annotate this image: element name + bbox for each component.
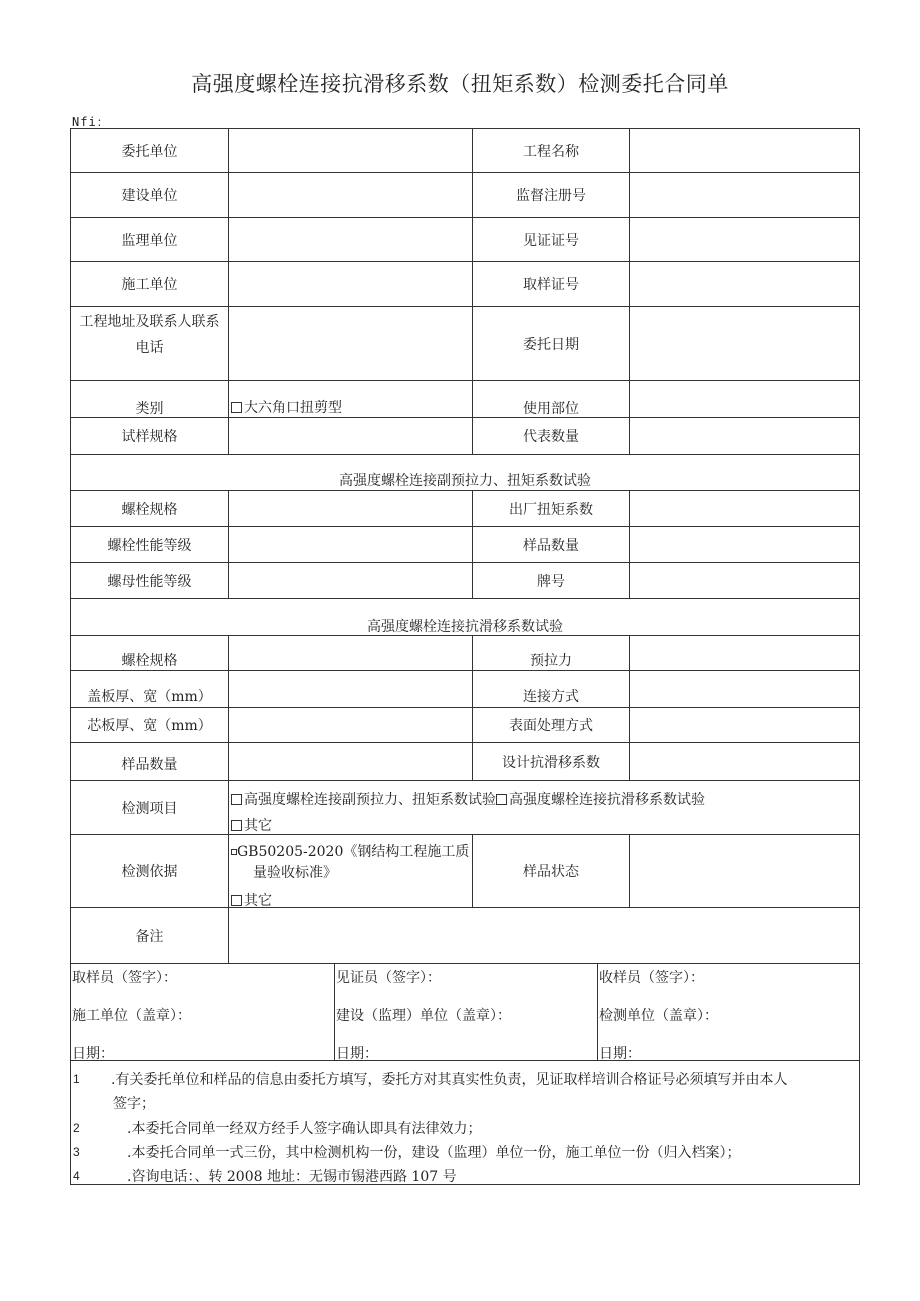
project-name-field[interactable] xyxy=(630,128,860,173)
design-slip-coefficient-field[interactable] xyxy=(630,743,860,781)
client-unit-label: 委托单位 xyxy=(70,128,229,173)
category-option[interactable]: 大六角口扭剪型 xyxy=(231,397,342,417)
supervision-unit-seal[interactable]: 建设（监理）单位（盖章）： xyxy=(336,1008,511,1024)
connection-type-label: 连接方式 xyxy=(473,671,630,708)
signature-column-receiver xyxy=(598,963,860,1061)
surface-treatment-field[interactable] xyxy=(630,708,860,743)
document-title: 高强度螺栓连接抗滑移系数（扭矩系数）检测委托合同单 xyxy=(191,72,729,96)
sample-state-label: 样品状态 xyxy=(473,835,630,908)
slip-sample-qty-field[interactable] xyxy=(229,743,473,781)
bolt-grade-label: 螺栓性能等级 xyxy=(70,527,229,563)
note-text: .咨询电话：、转 2008 地址：无锡市锡港西路 107 号 xyxy=(127,1169,457,1185)
address-contact-label xyxy=(70,307,229,381)
construction-owner-field[interactable] xyxy=(229,173,473,218)
supervisor-unit-field[interactable] xyxy=(229,218,473,262)
contractor-unit-label: 施工单位 xyxy=(70,262,229,307)
slip-sample-qty-label: 样品数量 xyxy=(70,743,229,781)
checkbox-icon[interactable] xyxy=(231,820,242,831)
cover-plate-label: 盖板厚、宽（mm） xyxy=(70,671,229,708)
sampling-cert-field[interactable] xyxy=(630,262,860,307)
signature-column-witness xyxy=(335,963,598,1061)
receiver-date[interactable]: 日期： xyxy=(599,1046,641,1062)
bolt-grade-field[interactable] xyxy=(229,527,473,563)
checkbox-icon[interactable] xyxy=(496,794,507,805)
receiver-signature[interactable]: 收样员（签字）： xyxy=(599,970,704,986)
slip-bolt-spec-field[interactable] xyxy=(229,636,473,671)
test-item-preload-torque[interactable]: 高强度螺栓连接副预拉力、扭矩系数试验 xyxy=(244,792,496,808)
specimen-spec-label: 试样规格 xyxy=(70,418,229,455)
brand-label: 牌号 xyxy=(473,563,630,599)
test-basis-field xyxy=(229,835,473,908)
factory-torque-coefficient-field[interactable] xyxy=(630,491,860,527)
signature-column-sampler xyxy=(71,963,335,1061)
connection-type-field[interactable] xyxy=(630,671,860,708)
basis-other-option[interactable]: 其它 xyxy=(231,890,272,910)
note-text: .有关委托单位和样品的信息由委托方填写，委托方对其真实性负责，见证取样培训合格证号必须填写并由本人 xyxy=(111,1072,788,1088)
contractor-unit-field[interactable] xyxy=(229,262,473,307)
sample-qty-label: 样品数量 xyxy=(473,527,630,563)
cover-plate-field[interactable] xyxy=(229,671,473,708)
core-plate-label: 芯板厚、宽（mm） xyxy=(70,708,229,743)
notes-block xyxy=(70,1061,860,1185)
preload-label: 预拉力 xyxy=(473,636,630,671)
note-number: 2 xyxy=(73,1121,80,1135)
checkbox-icon[interactable] xyxy=(231,794,242,805)
category-label: 类别 xyxy=(70,381,229,418)
checkbox-icon[interactable] xyxy=(231,895,242,906)
sample-state-field[interactable] xyxy=(630,835,860,908)
construction-owner-label: 建设单位 xyxy=(70,173,229,218)
note-number: 1 xyxy=(73,1072,80,1086)
supervision-registration-label: 监督注册号 xyxy=(473,173,630,218)
entrust-date-label: 委托日期 xyxy=(473,307,630,381)
nut-grade-field[interactable] xyxy=(229,563,473,599)
basis-standard-option[interactable]: GB50205-2020《钢结构工程施工质 xyxy=(231,841,469,861)
project-name-label: 工程名称 xyxy=(473,128,630,173)
note-text-continued: 签字； xyxy=(113,1096,155,1112)
witness-cert-label: 见证证号 xyxy=(473,218,630,262)
basis-standard-line2: 量验收标准》 xyxy=(253,865,337,881)
client-unit-field[interactable] xyxy=(229,128,473,173)
test-basis-label: 检测依据 xyxy=(70,835,229,908)
remark-field[interactable] xyxy=(229,908,860,964)
sampler-date[interactable]: 日期： xyxy=(72,1046,114,1062)
note-text: .本委托合同单一经双方经手人签字确认即具有法律效力； xyxy=(127,1121,482,1137)
remark-label: 备注 xyxy=(70,908,229,964)
address-contact-label-line1: 工程地址及联系人联系 xyxy=(79,314,220,330)
core-plate-field[interactable] xyxy=(229,708,473,743)
entrust-form-table xyxy=(70,128,860,964)
entrust-date-field[interactable] xyxy=(630,307,860,381)
usage-location-label: 使用部位 xyxy=(473,381,630,418)
test-items-line1 xyxy=(231,789,705,809)
category-field xyxy=(229,381,473,418)
signature-block xyxy=(70,963,860,1061)
slip-bolt-spec-label: 螺栓规格 xyxy=(70,636,229,671)
address-contact-field[interactable] xyxy=(229,307,473,381)
bolt-spec-label: 螺栓规格 xyxy=(70,491,229,527)
design-slip-coefficient-label: 设计抗滑移系数 xyxy=(473,743,630,781)
sampler-signature[interactable]: 取样员（签字）： xyxy=(72,970,177,986)
test-items-label: 检测项目 xyxy=(70,781,229,835)
sample-qty-field[interactable] xyxy=(630,527,860,563)
bolt-spec-field[interactable] xyxy=(229,491,473,527)
note-number: 4 xyxy=(73,1169,80,1183)
brand-field[interactable] xyxy=(630,563,860,599)
specimen-spec-field[interactable] xyxy=(229,418,473,455)
witness-date[interactable]: 日期： xyxy=(336,1046,378,1062)
supervisor-unit-label: 监理单位 xyxy=(70,218,229,262)
nut-grade-label: 螺母性能等级 xyxy=(70,563,229,599)
supervision-registration-field[interactable] xyxy=(630,173,860,218)
test-item-other[interactable]: 其它 xyxy=(231,815,272,835)
construction-unit-seal[interactable]: 施工单位（盖章）： xyxy=(72,1008,191,1024)
test-item-slip-coefficient[interactable]: 高强度螺栓连接抗滑移系数试验 xyxy=(509,792,705,808)
witness-signature[interactable]: 见证员（签字）： xyxy=(336,970,441,986)
preload-field[interactable] xyxy=(630,636,860,671)
checkbox-icon[interactable] xyxy=(231,402,242,413)
test-items-field xyxy=(229,781,860,835)
section-preload-torque-header: 高强度螺栓连接副预拉力、扭矩系数试验 xyxy=(70,455,860,491)
factory-torque-coefficient-label: 出厂扭矩系数 xyxy=(473,491,630,527)
representative-qty-label: 代表数量 xyxy=(473,418,630,455)
note-text: .本委托合同单一式三份，其中检测机构一份，建设（监理）单位一份，施工单位一份（归入档案）； xyxy=(127,1145,741,1161)
surface-treatment-label: 表面处理方式 xyxy=(473,708,630,743)
representative-qty-field[interactable] xyxy=(630,418,860,455)
address-contact-label-line2: 电话 xyxy=(135,340,164,356)
testing-unit-seal[interactable]: 检测单位（盖章）： xyxy=(599,1008,718,1024)
sampling-cert-label: 取样证号 xyxy=(473,262,630,307)
document-number-label: Nfi： xyxy=(72,115,110,129)
usage-location-field[interactable] xyxy=(630,381,860,418)
witness-cert-field[interactable] xyxy=(630,218,860,262)
note-number: 3 xyxy=(73,1145,80,1159)
section-slip-coefficient-header: 高强度螺栓连接抗滑移系数试验 xyxy=(70,599,860,636)
